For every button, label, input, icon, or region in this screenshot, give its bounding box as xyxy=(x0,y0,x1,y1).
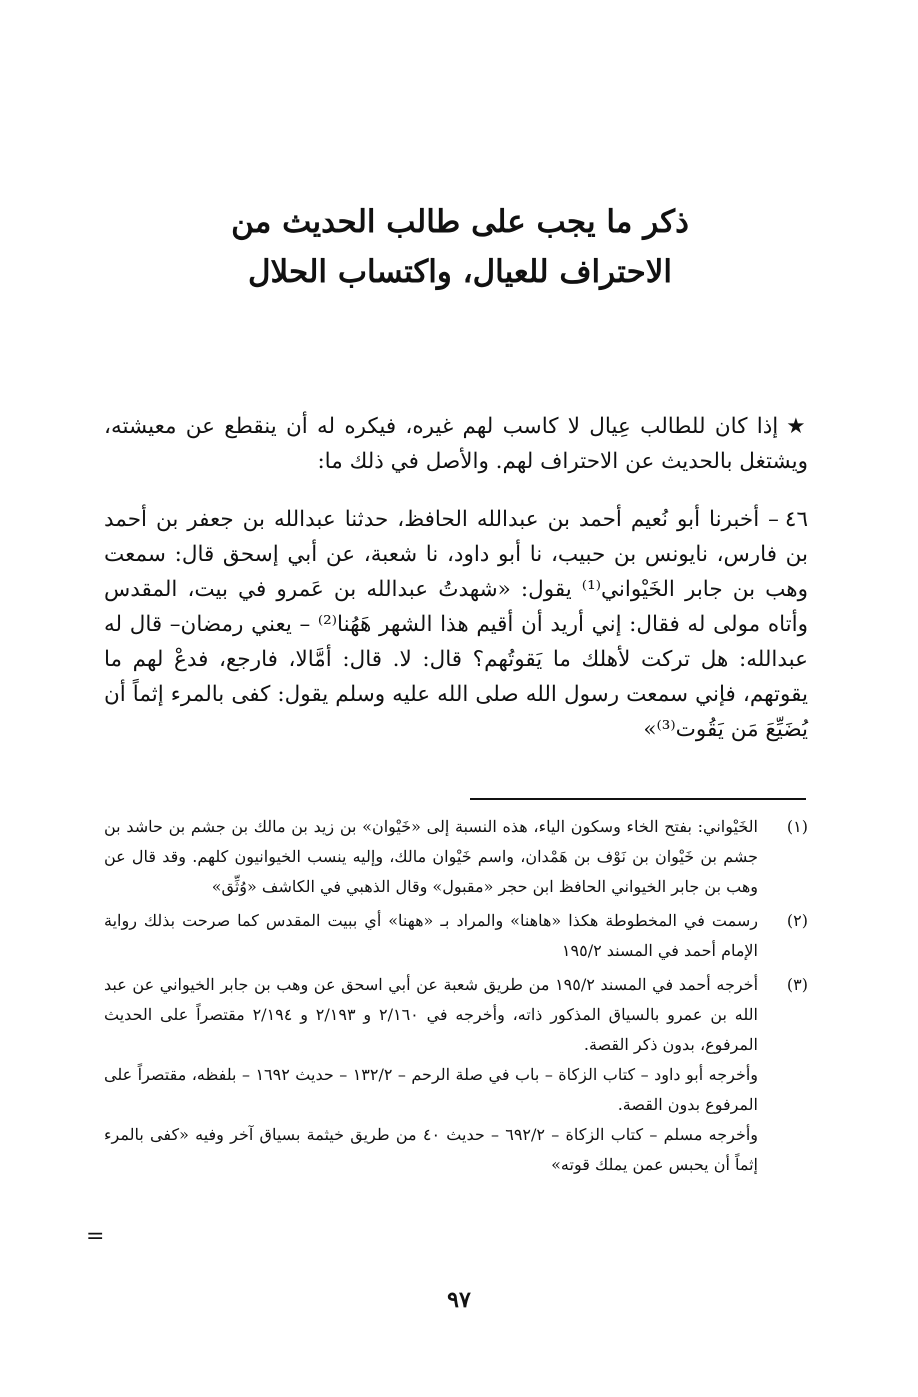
footnote-text: الخَيْواني: بفتح الخاء وسكون الياء، هذه النسبة إلى «خَيْوان» بن زيد بن مالك بن جشم بن حاشد بن جشم بن خَيْوان بن نَوْف بن هَمْدان، واسم خَيْوان مالك، وإليه ينسب الخيوانيون كلهم. وقد قال عن وهب بن جابر الخيواني الحافظ ابن حجر «مقبول» وقال الذهبي في الكاشف «وُثِّق» xyxy=(104,817,758,896)
intro-text: إذا كان للطالب عِيال لا كاسب لهم غيره، فيكره له أن ينقطع عن معيشته، ويشتغل بالحديث عن الاحتراف لهم. والأصل في ذلك ما: xyxy=(104,414,808,474)
chapter-title-line-1: ذكر ما يجب على طالب الحديث من xyxy=(231,204,689,240)
footnote-text: رسمت في المخطوطة هكذا «هاهنا» والمراد بـ «ههنا» أي ببيت المقدس كما صرحت بذلك رواية الإمام أحمد في المسند ١٩٥/٢ xyxy=(104,911,758,960)
footnote-separator xyxy=(470,798,806,800)
hadith-paragraph xyxy=(104,502,808,747)
footnote-text-extra: وأخرجه أبو داود – كتاب الزكاة – باب في صلة الرحم – ١٣٢/٢ – حديث ١٦٩٢ – بلفظه، مقتصراً على المرفوع بدون القصة. xyxy=(104,1065,759,1114)
footnote-text: أخرجه أحمد في المسند ١٩٥/٢ من طريق شعبة عن أبي اسحق عن وهب بن جابر الخيواني عن عبد الله بن عمرو بالسياق المذكور ذاته، وأخرجه في ٢/١٦٠ و ٢/١٩٣ و ٢/١٩٤ مقتصراً على الحديث المرفوع، بدون ذكر القصة. xyxy=(104,975,759,1054)
hadith-number: ٤٦ xyxy=(784,507,808,532)
footnote-1 xyxy=(104,812,810,902)
page-number: ٩٧ xyxy=(447,1287,471,1313)
footnote-number: (١) xyxy=(786,817,808,836)
star-icon: ★ xyxy=(786,414,808,439)
continuation-mark: = xyxy=(86,1224,105,1249)
hadith-text: – أخبرنا أبو نُعيم أحمد بن عبدالله الحافظ، حدثنا عبدالله بن جعفر بن أحمد بن فارس، نايونس بن حبيب، نا أبو داود، نا شعبة، عن أبي إسحق قال: سمعت وهب بن جابر الخَيْواني⁽¹⁾ يقول: «شهدتُ عبدالله بن عَمرو في بيت، المقدس وأتاه مولى له فقال: إني أريد أن أقيم هذا الشهر هَهُنا⁽²⁾ – يعني رمضان– قال له عبدالله: هل تركت لأهلك ما يَقوتُهم؟ قال: لا. قال: أمَّالا، فارجع، فدعْ لهم ما يقوتهم، فإني سمعت رسول الله صلى الله عليه وسلم يقول: كفى بالمرء إثماً أن يُضَيِّعَ مَن يَقُوت⁽³⁾» xyxy=(104,507,808,742)
footnote-text-extra: وأخرجه مسلم – كتاب الزكاة – ٦٩٢/٢ – حديث ٤٠ من طريق خيثمة بسياق آخر وفيه «كفى بالمرء إثماً أن يحبس عمن يملك قوته» xyxy=(104,1125,759,1174)
intro-paragraph xyxy=(104,409,808,479)
chapter-title-line-2: الاحتراف للعيال، واكتساب الحلال xyxy=(247,254,673,290)
footnote-3 xyxy=(104,970,810,1180)
footnote-2 xyxy=(104,906,810,966)
footnote-number: (٢) xyxy=(786,911,808,930)
footnote-number: (٣) xyxy=(786,975,808,994)
footnotes xyxy=(104,812,810,1184)
